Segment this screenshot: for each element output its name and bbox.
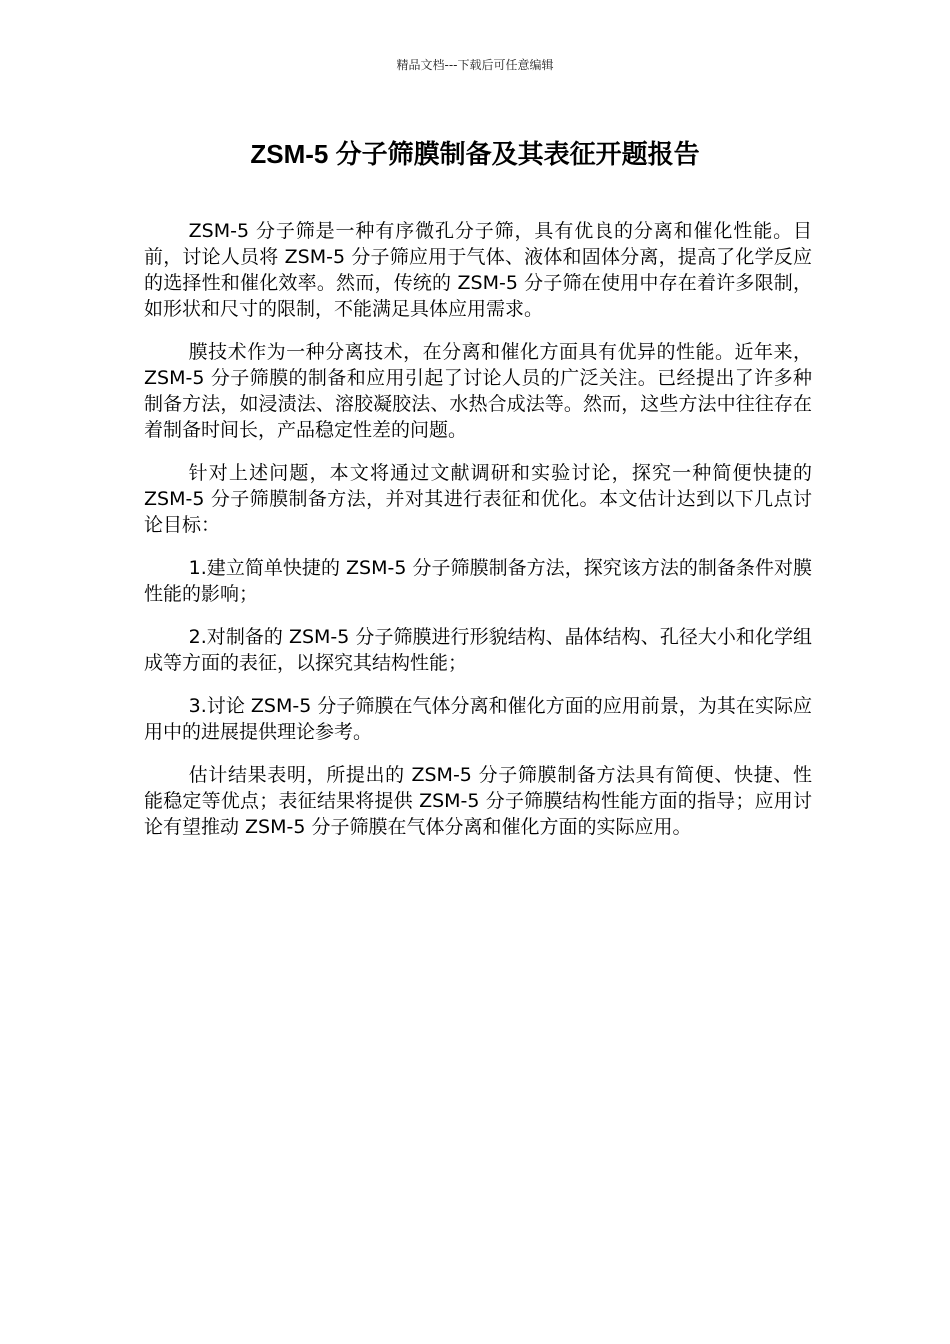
document-title: ZSM-5 分子筛膜制备及其表征开题报告 bbox=[250, 139, 700, 169]
paragraph-goal-1: 1.建立简单快捷的 ZSM-5 分子筛膜制备方法，探究该方法的制备条件对膜性能的影响； bbox=[144, 557, 812, 605]
document-body bbox=[144, 218, 812, 857]
paragraph-goal-2: 2.对制备的 ZSM-5 分子筛膜进行形貌结构、晶体结构、孔径大小和化学组成等方面的表征，以探究其结构性能； bbox=[144, 626, 812, 674]
paragraph-membrane-tech: 膜技术作为一种分离技术，在分离和催化方面具有优异的性能。近年来，ZSM-5 分子筛膜的制备和应用引起了讨论人员的广泛关注。已经提出了许多种制备方法，如浸渍法、溶胶凝胶法、水热合成法等。然而，这些方法中往往存在着制备时间长，产品稳定性差的问题。 bbox=[144, 341, 812, 441]
paragraph-goal-3: 3.讨论 ZSM-5 分子筛膜在气体分离和催化方面的应用前景，为其在实际应用中的进展提供理论参考。 bbox=[144, 695, 812, 743]
paragraph-expected-results: 估计结果表明，所提出的 ZSM-5 分子筛膜制备方法具有简便、快捷、性能稳定等优点；表征结果将提供 ZSM-5 分子筛膜结构性能方面的指导；应用讨论有望推动 ZSM-5 分子筛膜在气体分离和催化方面的实际应用。 bbox=[144, 764, 812, 838]
paragraph-research-aim: 针对上述问题，本文将通过文献调研和实验讨论，探究一种简便快捷的 ZSM-5 分子筛膜制备方法，并对其进行表征和优化。本文估计达到以下几点讨论目标： bbox=[144, 462, 812, 536]
paragraph-intro: ZSM-5 分子筛是一种有序微孔分子筛，具有优良的分离和催化性能。目前，讨论人员将 ZSM-5 分子筛应用于气体、液体和固体分离，提高了化学反应的选择性和催化效率。然而，传统的 ZSM-5 分子筛在使用中存在着许多限制，如形状和尺寸的限制，不能满足具体应用需求。 bbox=[144, 220, 812, 320]
page-header: 精品文档---下载后可任意编辑 bbox=[396, 58, 554, 72]
